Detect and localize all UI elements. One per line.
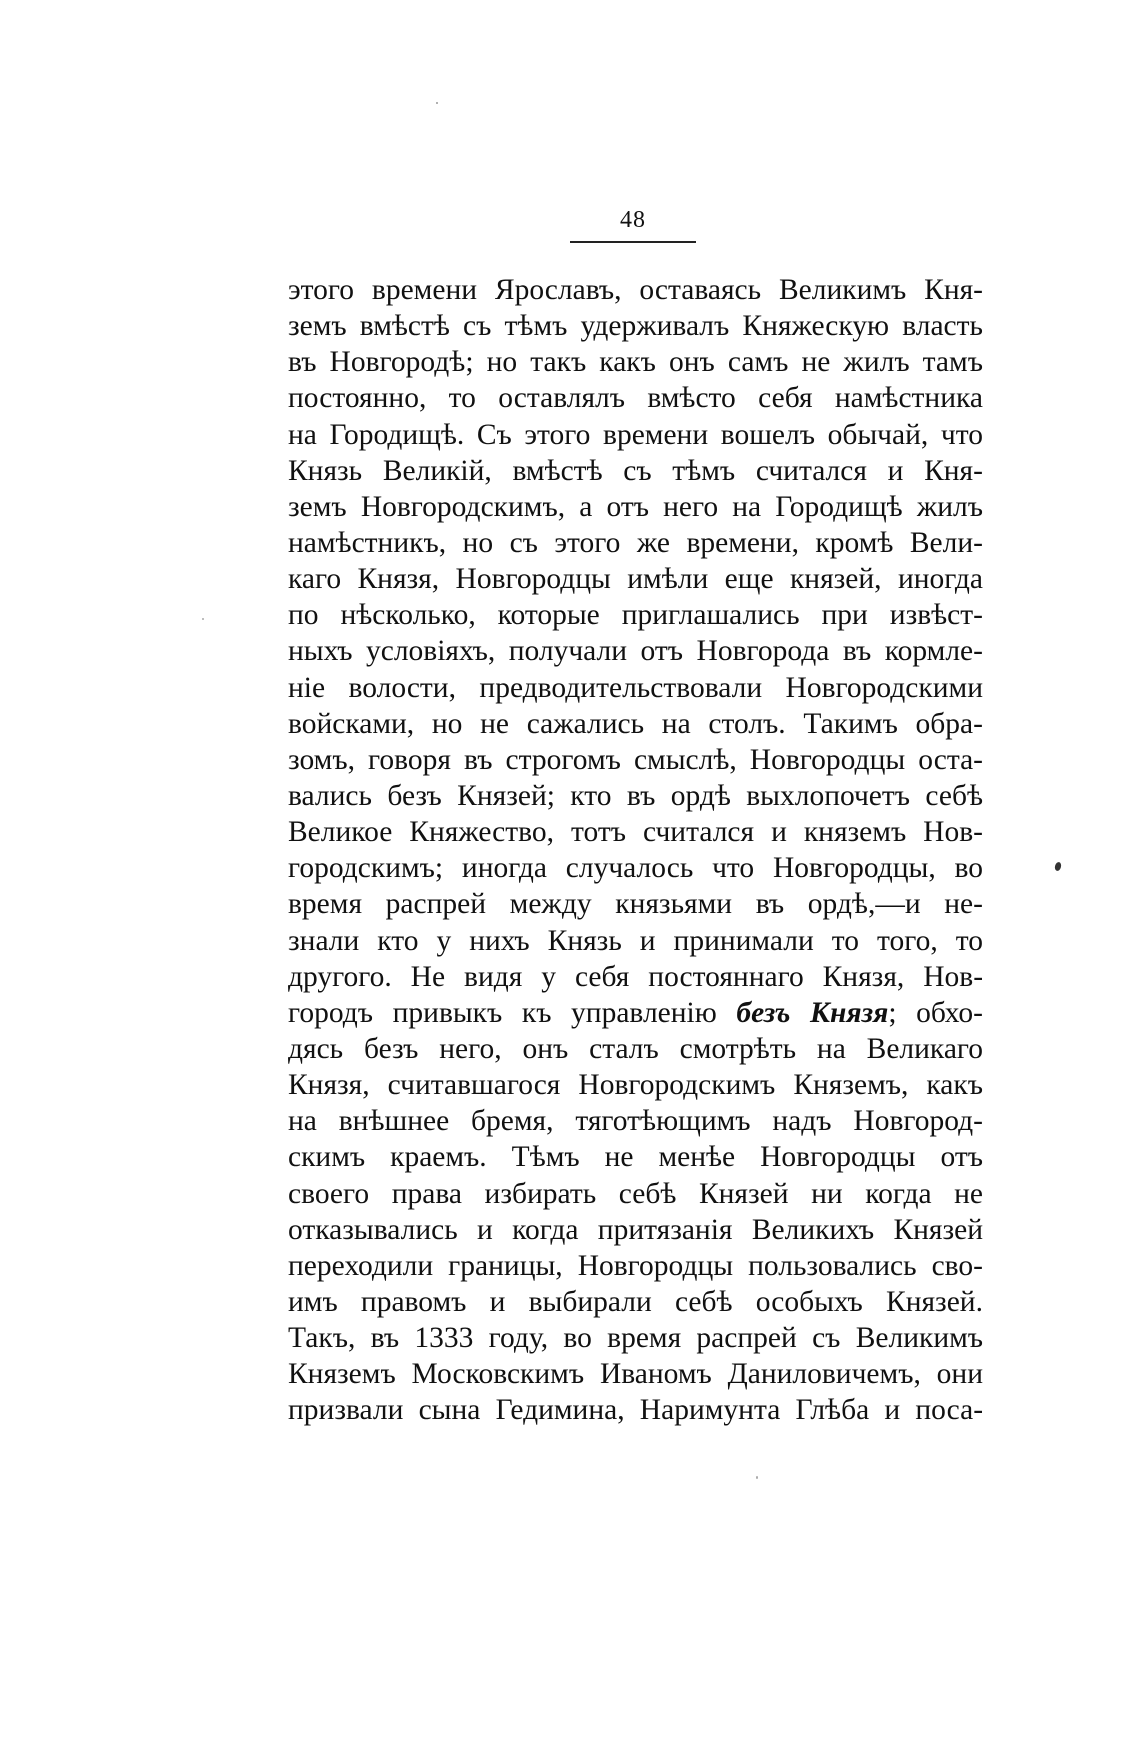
text-line <box>288 1320 983 1356</box>
text-run: зомъ, говоря въ строгомъ смыслѣ, Новгородцы оста- <box>288 743 983 776</box>
text-line <box>288 1176 983 1212</box>
text-run: городскимъ; иногда случалось что Новгородцы, во <box>288 852 983 885</box>
text-run: скимъ краемъ. Тѣмъ не менѣе Новгородцы отъ <box>288 1141 983 1174</box>
text-run: этого времени Ярославъ, оставаясь Великимъ Кня- <box>288 274 983 306</box>
text-run: Княземъ Московскимъ Иваномъ Даниловичемъ, они <box>288 1358 983 1391</box>
text-run: время распрей между князьями въ ордѣ,—и не- <box>288 888 983 921</box>
text-run: переходили границы, Новгородцы пользовались сво- <box>288 1249 983 1282</box>
text-line <box>288 995 983 1031</box>
text-run: своего права избирать себѣ Князей ни когда не <box>288 1177 983 1210</box>
text-run: городъ привыкъ къ управленію <box>288 996 737 1029</box>
text-line <box>288 380 983 416</box>
text-line <box>288 1103 983 1139</box>
text-line <box>288 959 983 995</box>
text-line <box>288 1031 983 1067</box>
page-number: 48 <box>620 207 646 233</box>
text-line <box>288 525 983 561</box>
text-run: отказывались и когда притязанія Великихъ Князей <box>288 1213 983 1246</box>
text-line <box>288 1248 983 1284</box>
text-run: каго Князя, Новгородцы имѣли еще князей, иногда <box>288 563 983 596</box>
scan-speck <box>756 1476 758 1479</box>
text-run: имъ правомъ и выбирали себѣ особыхъ Князей. <box>288 1285 983 1318</box>
emphasized-text: безъ Князя <box>736 996 889 1029</box>
text-run: Князя, считавшагося Новгородскимъ Княземъ, какъ <box>288 1069 983 1102</box>
text-line <box>288 886 983 922</box>
text-line <box>288 1139 983 1175</box>
scan-speck <box>202 618 204 620</box>
text-run: дясь безъ него, онъ сталъ смотрѣть на Великаго <box>288 1032 983 1065</box>
text-line <box>288 417 983 453</box>
text-run: другого. Не видя у себя постояннаго Князя, Нов- <box>288 960 983 993</box>
text-run: призвали сына Гедимина, Наримунта Глѣба и поса- <box>288 1394 983 1427</box>
text-line <box>288 344 983 380</box>
text-run: вались безъ Князей; кто въ ордѣ выхлопочетъ себѣ <box>288 779 983 812</box>
text-line <box>288 1356 983 1392</box>
text-run: по нѣсколько, которые приглашались при извѣст- <box>288 599 983 632</box>
text-line <box>288 814 983 850</box>
text-line <box>288 1284 983 1320</box>
text-line <box>288 1067 983 1103</box>
text-line <box>288 778 983 814</box>
text-run: земъ вмѣстѣ съ тѣмъ удерживалъ Княжескую власть <box>288 310 983 343</box>
text-line <box>288 561 983 597</box>
text-run: намѣстникъ, но съ этого же времени, кромѣ Вели- <box>288 526 983 559</box>
text-line <box>288 633 983 669</box>
text-run: войсками, но не сажались на столъ. Такимъ обра- <box>288 707 983 740</box>
text-line <box>288 489 983 525</box>
text-line <box>288 272 983 308</box>
text-run: постоянно, то оставлялъ вмѣсто себя намѣстника <box>288 382 983 415</box>
text-line <box>288 670 983 706</box>
text-line <box>288 597 983 633</box>
scan-speck <box>436 102 438 104</box>
text-line <box>288 923 983 959</box>
text-line <box>288 706 983 742</box>
text-run: на Городищѣ. Съ этого времени вошелъ обычай, что <box>288 418 983 451</box>
text-run: ніе волости, предводительствовали Новгородскими <box>288 671 983 704</box>
body-text <box>288 272 983 1429</box>
text-run: ; обхо- <box>888 996 983 1029</box>
text-run: на внѣшнее бремя, тяготѣющимъ надъ Новгород- <box>288 1105 983 1138</box>
text-run: Великое Княжество, тотъ считался и княземъ Нов- <box>288 816 983 849</box>
text-line <box>288 453 983 489</box>
text-run: знали кто у нихъ Князь и принимали то того, то <box>288 924 983 957</box>
text-line <box>288 1392 983 1428</box>
header-rule <box>570 241 696 243</box>
text-line <box>288 1212 983 1248</box>
text-run: земъ Новгородскимъ, а отъ него на Городищѣ жилъ <box>288 490 983 523</box>
scan-speck <box>1054 861 1062 871</box>
text-line <box>288 308 983 344</box>
text-run: Такъ, въ 1333 году, во время распрей съ Великимъ <box>288 1322 983 1355</box>
text-run: Князь Великій, вмѣстѣ съ тѣмъ считался и Кня- <box>288 454 983 487</box>
text-line <box>288 742 983 778</box>
text-run: въ Новгородѣ; но такъ какъ онъ самъ не жилъ тамъ <box>288 346 983 379</box>
text-run: ныхъ условіяхъ, получали отъ Новгорода въ кормле- <box>288 635 983 668</box>
text-line <box>288 850 983 886</box>
